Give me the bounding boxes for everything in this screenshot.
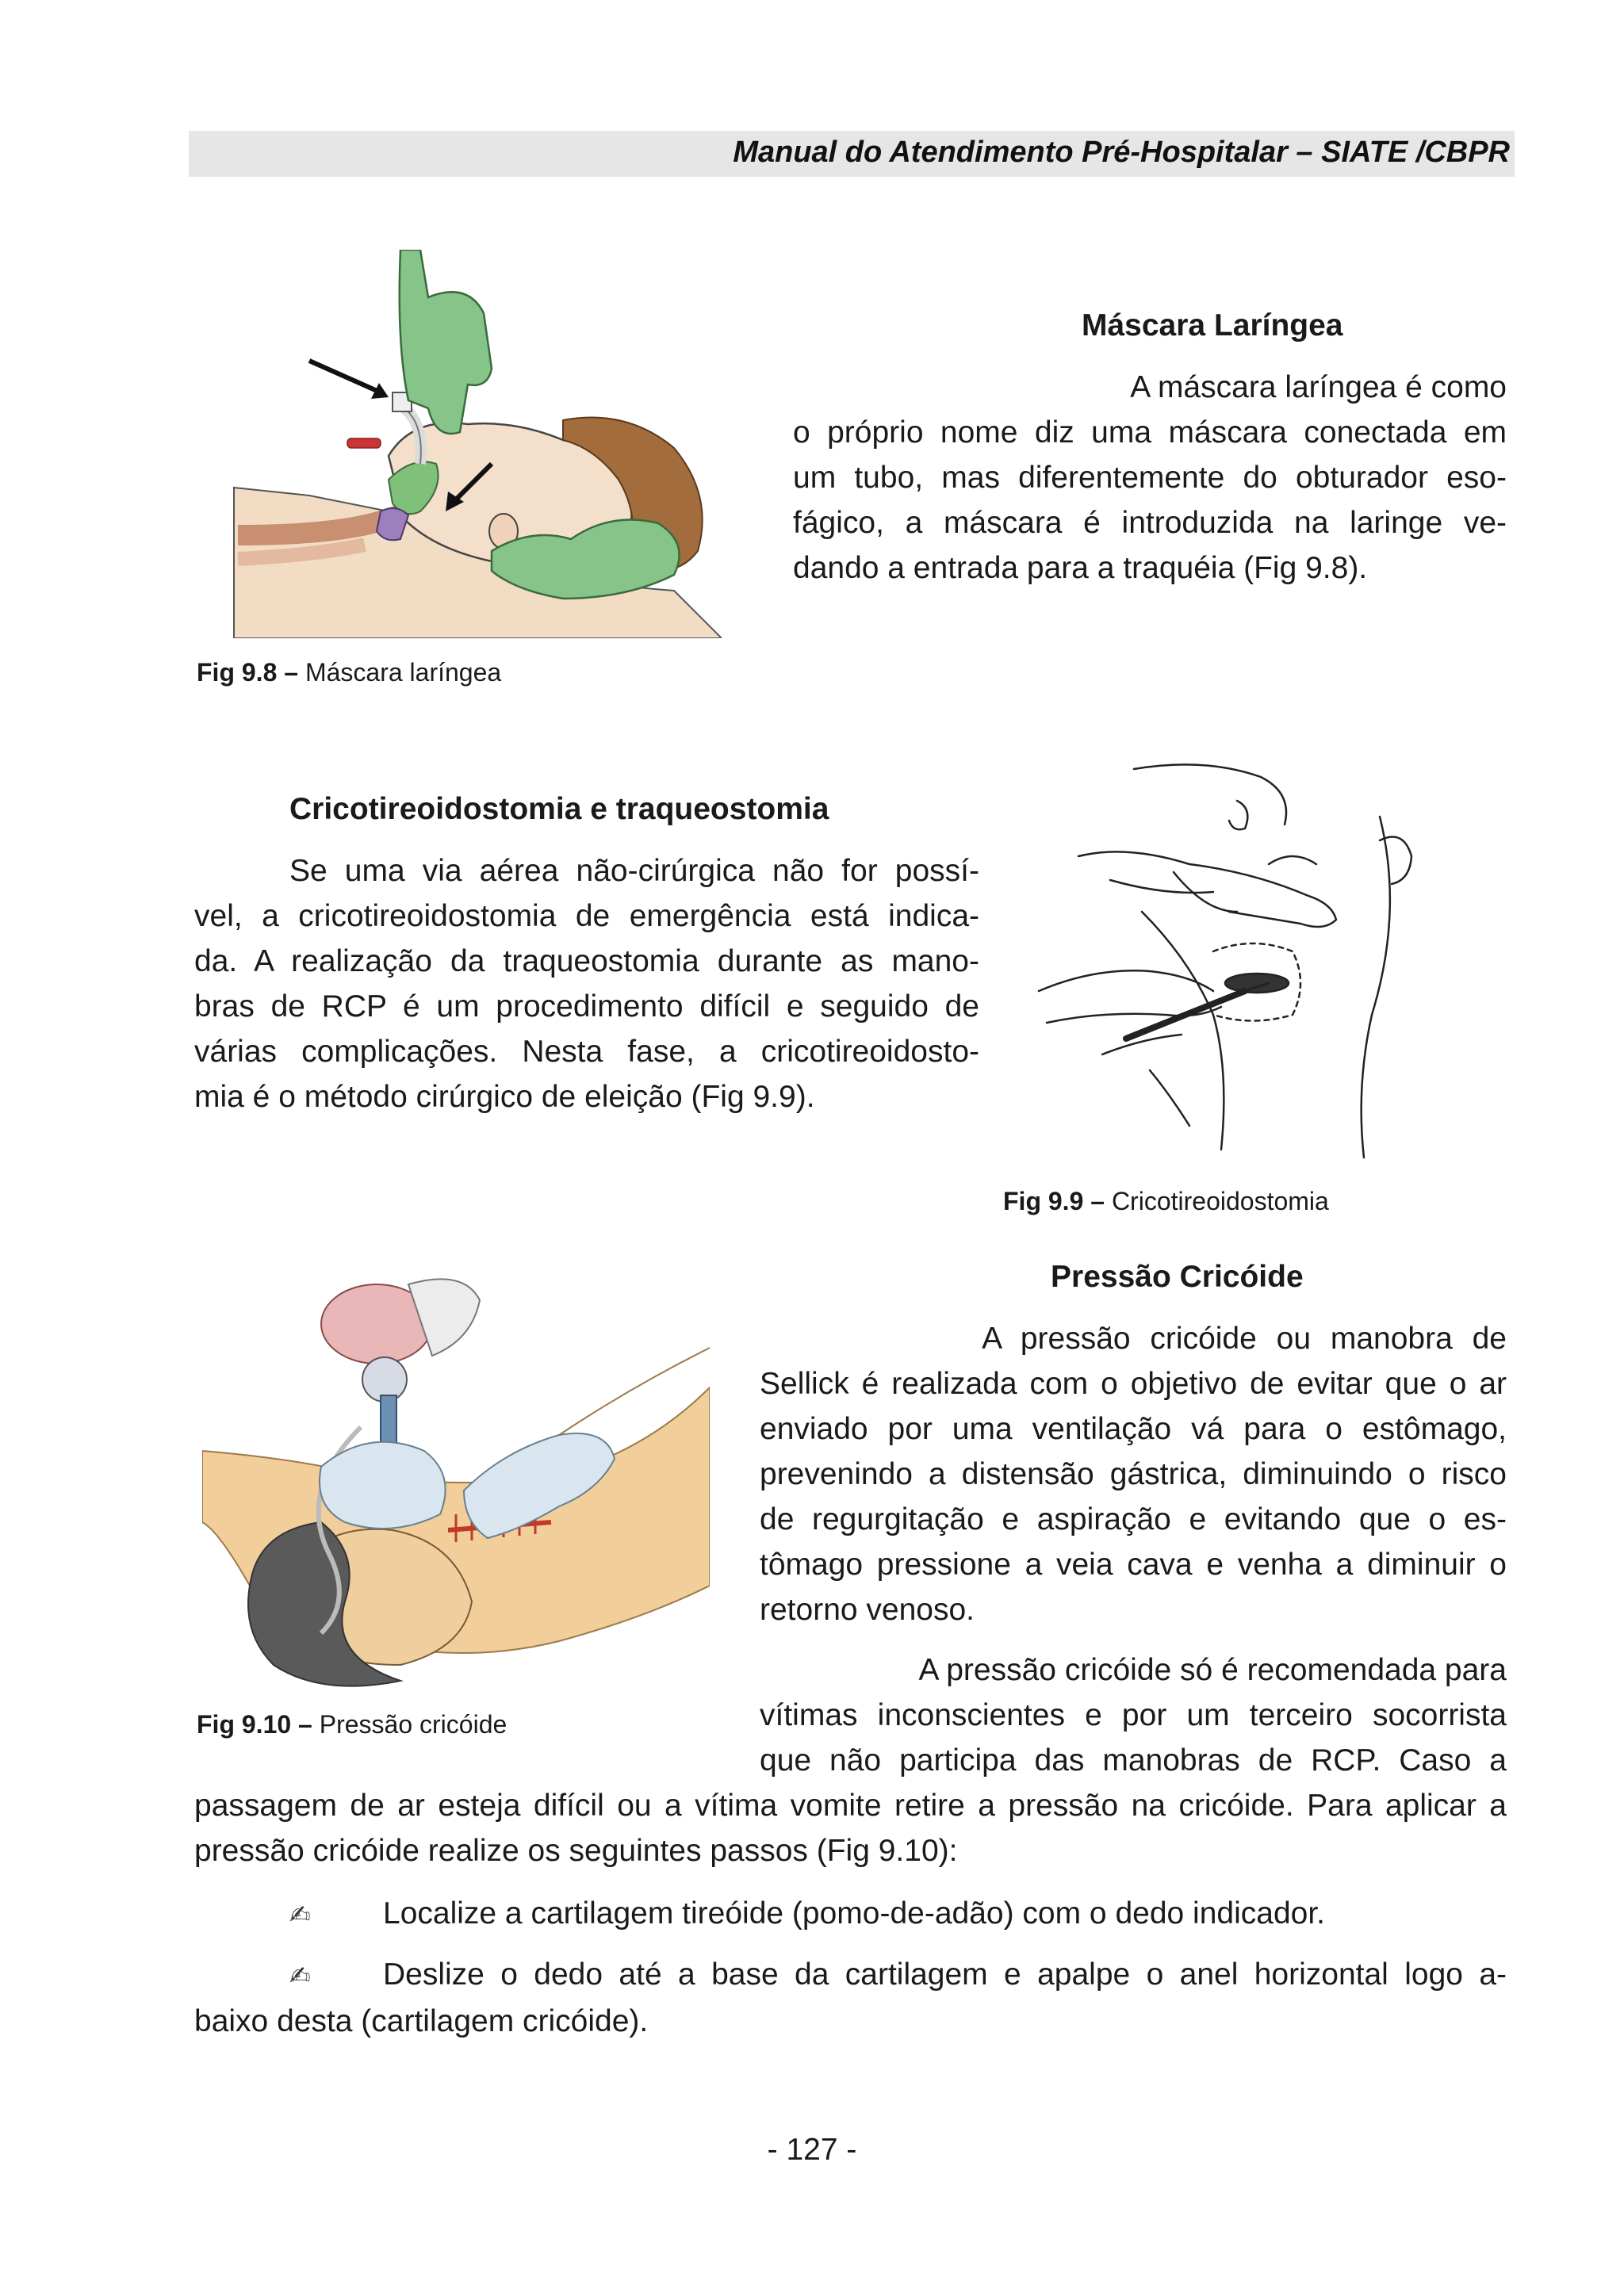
caption-text: Pressão cricóide: [312, 1710, 508, 1739]
figure-cricothyroidotomy: [1031, 753, 1459, 1165]
paragraph-pressao-2: [760, 1647, 1507, 1783]
paragraph-line: tômago pressione a veia cava e venha a diminuir o: [760, 1548, 1507, 1582]
laryngeal-mask-illustration: [230, 250, 722, 638]
caption-label: Fig 9.10 –: [197, 1710, 312, 1739]
paragraph-line: prevenindo a distensão gástrica, diminuindo o risco: [760, 1457, 1507, 1491]
paragraph-pressao-2-full: [194, 1783, 1507, 1873]
writing-hand-icon: ✍: [289, 1900, 311, 1930]
paragraph-line: da. A realização da traqueostomia durante as mano-: [194, 944, 979, 978]
figure-caption-9-8: [197, 656, 501, 688]
figure-laryngeal-mask: [230, 250, 722, 638]
cricothyroidotomy-illustration: [1031, 753, 1459, 1165]
paragraph-line: dando a entrada para a traquéia (Fig 9.8).: [793, 551, 1368, 585]
bullet-text: Deslize o dedo até a base da cartilagem e apalpe o anel horizontal logo a-: [383, 1957, 1507, 1992]
bullet-text: Localize a cartilagem tireóide (pomo-de-adão) com o dedo indicador.: [383, 1896, 1325, 1931]
paragraph-line: vel, a cricotireoidostomia de emergência está indica-: [194, 899, 979, 933]
figure-caption-9-10: [197, 1709, 507, 1740]
paragraph-line: mia é o método cirúrgico de eleição (Fig 9.9).: [194, 1080, 815, 1114]
paragraph-line: pressão cricóide realize os seguintes passos (Fig 9.10):: [194, 1834, 958, 1868]
heading-pressao-cricoide: Pressão Cricóide: [1051, 1260, 1304, 1294]
list-item: [194, 1952, 1507, 2044]
paragraph-line: enviado por uma ventilação vá para o estômago,: [760, 1412, 1507, 1446]
heading-mascara-laringea: Máscara Laríngea: [1082, 308, 1343, 342]
paragraph-line: retorno venoso.: [760, 1593, 975, 1627]
figure-caption-9-9: [1003, 1185, 1329, 1217]
paragraph-line: passagem de ar esteja difícil ou a vítima vomite retire a pressão na cricóide. Para aplicar a: [194, 1789, 1507, 1823]
writing-hand-icon: ✍: [289, 1961, 311, 1991]
caption-label: Fig 9.9 –: [1003, 1187, 1105, 1215]
paragraph-line: A máscara laríngea é como: [1130, 370, 1507, 404]
paragraph-line: Sellick é realizada com o objetivo de evitar que o ar: [760, 1367, 1507, 1401]
paragraph-cricotireoidostomia: [194, 848, 979, 1119]
caption-text: Cricotireoidostomia: [1105, 1187, 1329, 1215]
paragraph-line: A pressão cricóide ou manobra de: [982, 1322, 1507, 1356]
page-number: - 127 -: [767, 2133, 857, 2167]
paragraph-line: de regurgitação e aspiração e evitando que o es-: [760, 1502, 1507, 1536]
paragraph-line: Se uma via aérea não-cirúrgica não for possí-: [289, 854, 979, 888]
paragraph-line: vítimas inconscientes e por um terceiro socorrista: [760, 1698, 1507, 1732]
paragraph-line: A pressão cricóide só é recomendada para: [918, 1653, 1507, 1687]
paragraph-pressao-1: [760, 1316, 1507, 1632]
bullet-list: [194, 1891, 1507, 2044]
cricoid-pressure-illustration: [202, 1269, 710, 1697]
list-item: [194, 1891, 1507, 1938]
paragraph-mascara: [793, 365, 1507, 591]
header-title: Manual do Atendimento Pré-Hospitalar – SIATE /CBPR: [733, 136, 1510, 169]
bullet-text-continued: baixo desta (cartilagem cricóide).: [194, 2004, 649, 2038]
caption-label: Fig 9.8 –: [197, 658, 299, 687]
figure-cricoid-pressure: [202, 1269, 710, 1697]
bullet-line: [194, 1952, 1507, 1999]
paragraph-line: um tubo, mas diferentemente do obturador eso-: [793, 461, 1507, 495]
paragraph-line: que não participa das manobras de RCP. Caso a: [760, 1743, 1507, 1777]
paragraph-line: fágico, a máscara é introduzida na laringe ve-: [793, 506, 1507, 540]
caption-text: Máscara laríngea: [298, 658, 502, 687]
paragraph-line: bras de RCP é um procedimento difícil e seguido de: [194, 989, 979, 1024]
paragraph-line: o próprio nome diz uma máscara conectada em: [793, 415, 1507, 450]
heading-cricotireoidostomia: Cricotireoidostomia e traqueostomia: [289, 792, 829, 826]
paragraph-line: várias complicações. Nesta fase, a cricotireoidosto-: [194, 1035, 979, 1069]
page-header: [189, 131, 1515, 177]
